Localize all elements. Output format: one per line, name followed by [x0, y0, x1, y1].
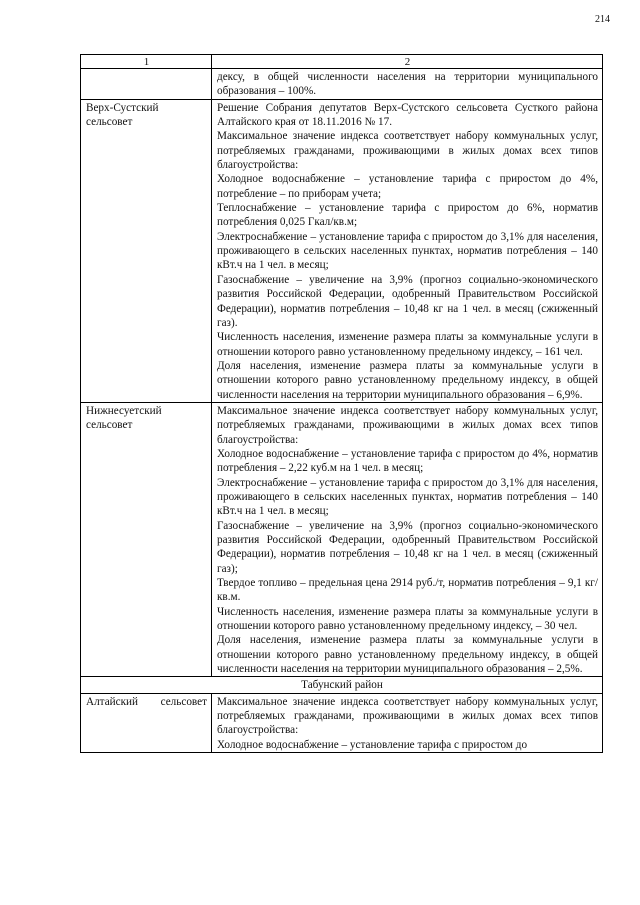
- region-title: Табунский район: [81, 677, 603, 693]
- paragraph: Решение Собрания депутатов Верх-Сустского сельсовета Сусткого района Алтайского края от 18.11.2016 № 17.: [217, 101, 598, 129]
- paragraph: Доля населения, изменение размера платы за коммунальные услуги в отношении которого равно установленному предельному индексу, в общей численности населения на территории муниципального образования – 2,5%.: [217, 634, 598, 676]
- page-number: 214: [595, 14, 610, 25]
- header-col-2: 2: [212, 55, 603, 69]
- paragraph: Холодное водоснабжение – установление тарифа с приростом до: [217, 738, 528, 751]
- row-content: [212, 402, 603, 677]
- table-row-nizhnesuetsky: [81, 402, 603, 677]
- paragraph: Максимальное значение индекса соответствует набору коммунальных услуг, потребляемых гражданами, проживающими в жилых домах всех типов благоустройства:: [217, 404, 598, 446]
- paragraph: Численность населения, изменение размера платы за коммунальные услуги в отношении которого равно установленному предельному индексу, – 30 чел.: [217, 605, 598, 633]
- paragraph: Твердое топливо – предельная цена 2914 руб./т, норматив потребления – 9,1 кг/кв.м.: [217, 577, 598, 604]
- paragraph: Максимальное значение индекса соответствует набору коммунальных услуг, потребляемых гражданами, проживающими в жилых домах всех типов благоустройства:: [217, 130, 598, 172]
- row-name: Нижнесуетский сельсовет: [81, 402, 212, 677]
- paragraph: Электроснабжение – установление тарифа с приростом до 3,1% для населения, проживающего в сельских населенных пунктах, норматив потребления – 140 кВт.ч на 1 чел. в месяц;: [217, 230, 598, 272]
- paragraph: дексу, в общей численности населения на территории муниципального образования – 100%.: [217, 71, 598, 98]
- table-row-altaisky: [81, 693, 603, 752]
- row-name: [81, 69, 212, 100]
- paragraph: Доля населения, изменение размера платы за коммунальные услуги в отношении которого равно установленному предельному индексу, в общей численности населения на территории муниципального образования – 6,9%.: [217, 359, 598, 401]
- row-content: [212, 69, 603, 100]
- table-row-verkh-sustsky: [81, 99, 603, 402]
- paragraph: Газоснабжение – увеличение на 3,9% (прогноз социально-экономического развития Российской Федерации, одобренный Правительством Российской Федерации), норматив потребления – 10,48 кг на 1 чел. в месяц (сжиженный газ).: [217, 273, 598, 329]
- paragraph: Электроснабжение – установление тарифа с приростом до 3,1% для населения, проживающего в сельских населенных пунктах, норматив потребления – 140 кВт.ч на 1 чел. в месяц;: [217, 476, 598, 518]
- header-col-1: 1: [81, 55, 212, 69]
- region-heading-row: [81, 677, 603, 693]
- row-name: Алтайский сельсовет: [81, 693, 212, 752]
- document-table: [80, 54, 603, 753]
- row-content: [212, 693, 603, 752]
- paragraph: Максимальное значение индекса соответствует набору коммунальных услуг, потребляемых гражданами, проживающими в жилых домах всех типов благоустройства:: [217, 695, 598, 737]
- paragraph: Холодное водоснабжение – установление тарифа с приростом до 4%, потребление – по приборам учета;: [217, 173, 598, 200]
- paragraph: Теплоснабжение – установление тарифа с приростом до 6%, норматив потребления 0,025 Гкал/кв.м;: [217, 202, 598, 229]
- paragraph: Холодное водоснабжение – установление тарифа с приростом до 4%, норматив потребления – 2,22 куб.м на 1 чел. в месяц;: [217, 447, 598, 475]
- paragraph: Газоснабжение – увеличение на 3,9% (прогноз социально-экономического развития Российской Федерации, одобренный Правительством Российской Федерации), норматив потребления – 10,48 кг на 1 чел. в месяц (сжиженный газ);: [217, 519, 598, 575]
- row-name: Верх-Сустский сельсовет: [81, 99, 212, 402]
- paragraph: Численность населения, изменение размера платы за коммунальные услуги в отношении которого равно установленному предельному индексу, – 161 чел.: [217, 331, 598, 358]
- table-header-row: [81, 55, 603, 69]
- row-content: [212, 99, 603, 402]
- table-row-continuation: [81, 69, 603, 100]
